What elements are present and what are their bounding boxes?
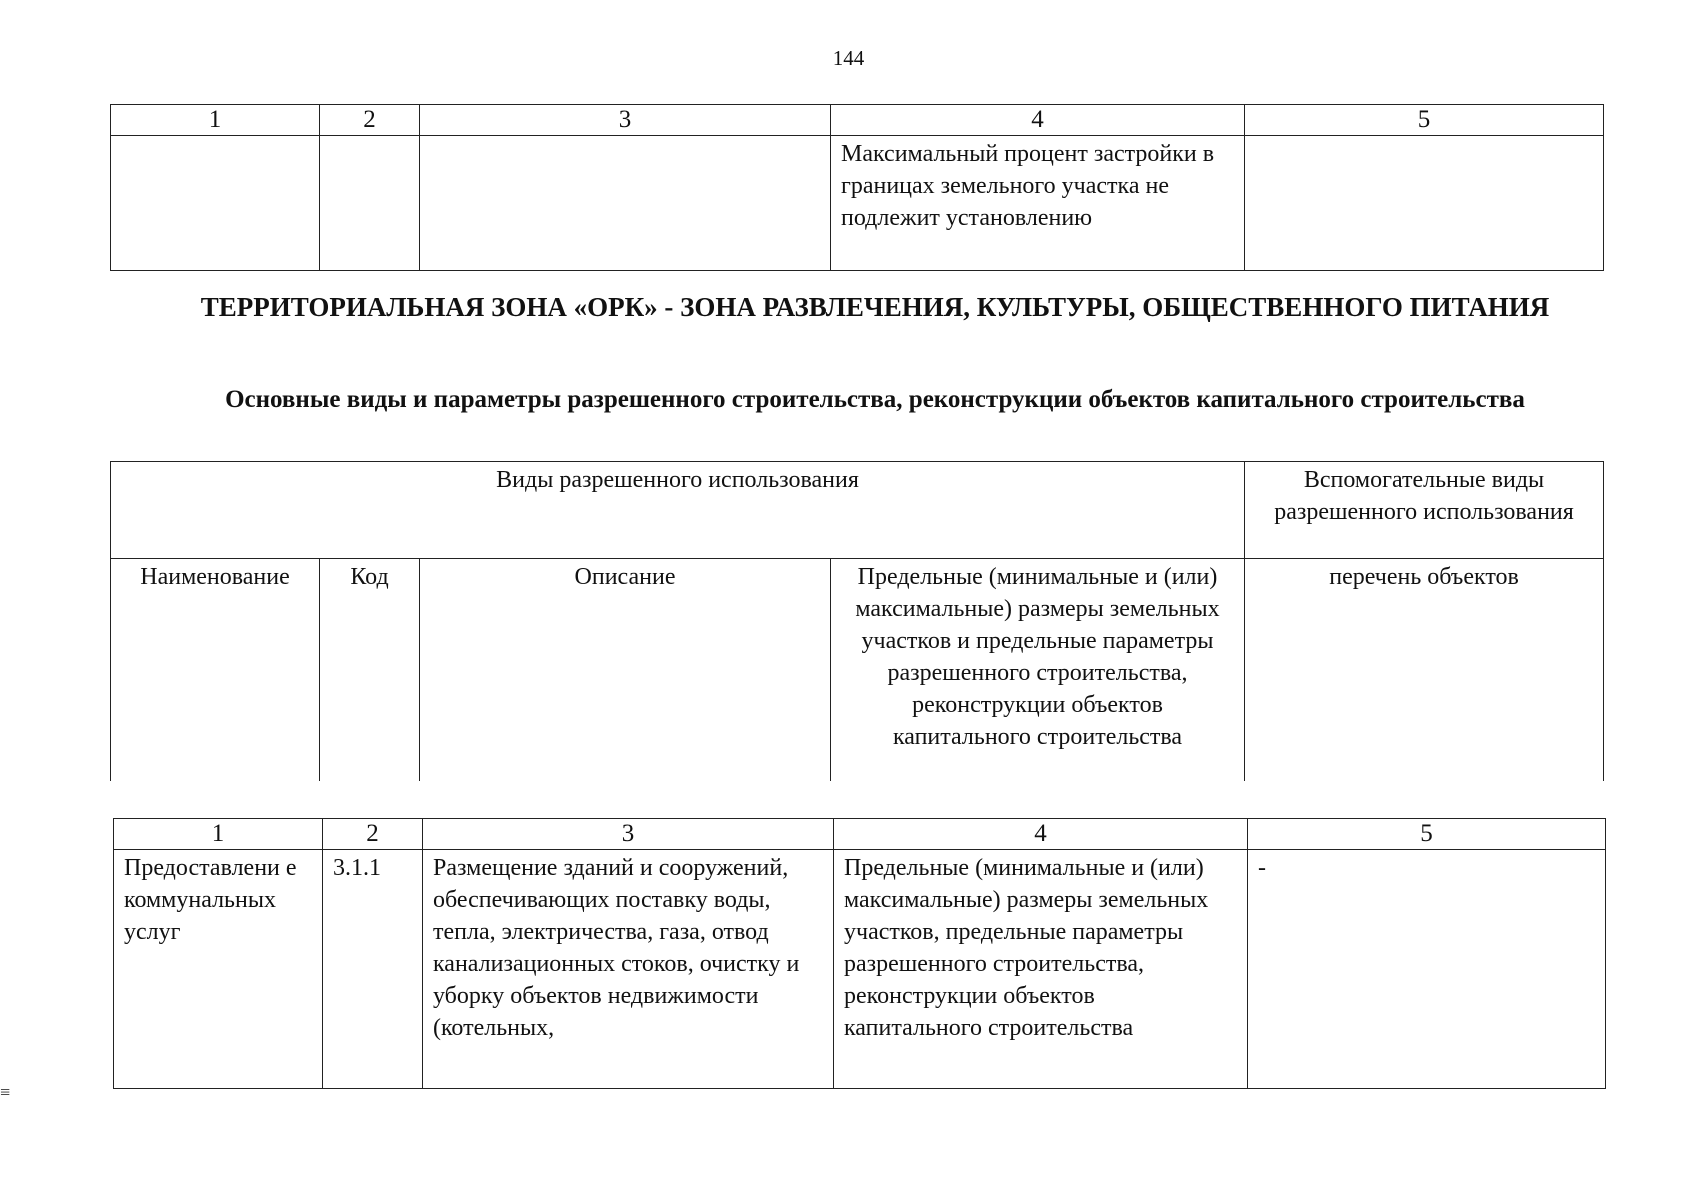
column-number: 2 bbox=[323, 819, 423, 850]
table-row bbox=[114, 850, 1606, 1089]
column-header-parameters: Предельные (минимальные и (или) максимальные) размеры земельных участков и предельные параметры разрешенного строительства, реконструкции объектов капитального строительства bbox=[831, 559, 1245, 782]
name-cell bbox=[111, 136, 320, 271]
code-cell bbox=[320, 136, 420, 271]
column-number: 5 bbox=[1248, 819, 1606, 850]
group-header-row bbox=[111, 462, 1604, 559]
description-cell bbox=[420, 136, 831, 271]
page-number: 144 bbox=[832, 46, 865, 70]
auxiliary-uses-group-label: Вспомогательные виды разрешенного использования bbox=[1245, 462, 1604, 559]
column-number-row bbox=[114, 819, 1606, 850]
column-number: 5 bbox=[1245, 105, 1604, 136]
column-number: 4 bbox=[831, 105, 1245, 136]
zone-heading: ТЕРРИТОРИАЛЬНАЯ ЗОНА «ОРК» - ЗОНА РАЗВЛЕЧЕНИЯ, КУЛЬТУРЫ, ОБЩЕСТВЕННОГО ПИТАНИЯ bbox=[200, 292, 1550, 322]
code-cell: 3.1.1 bbox=[323, 850, 423, 1089]
parameters-cell: Предельные (минимальные и (или) максимальные) размеры земельных участков, предельные параметры разрешенного строительства, реконструкции объектов капитального строительства bbox=[834, 850, 1248, 1089]
description-cell: Размещение зданий и сооружений, обеспечивающих поставку воды, тепла, электричества, газа, отвод канализационных стоков, очистку и уборку объектов недвижимости (котельных, bbox=[423, 850, 834, 1089]
section-heading: Основные виды и параметры разрешенного строительства, реконструкции объектов капитального строительства bbox=[225, 386, 1525, 413]
uses-table bbox=[113, 818, 1606, 1089]
permitted-uses-group-label: Виды разрешенного использования bbox=[111, 462, 1245, 559]
column-number-row bbox=[111, 105, 1604, 136]
column-number: 2 bbox=[320, 105, 420, 136]
column-number: 1 bbox=[114, 819, 323, 850]
column-header-aux-list: перечень объектов bbox=[1245, 559, 1604, 782]
column-number: 3 bbox=[423, 819, 834, 850]
column-number: 4 bbox=[834, 819, 1248, 850]
parameters-cell: Максимальный процент застройки в границах земельного участка не подлежит установлению bbox=[831, 136, 1245, 271]
header-table bbox=[110, 461, 1604, 781]
column-header-code: Код bbox=[320, 559, 420, 782]
column-number: 1 bbox=[111, 105, 320, 136]
auxiliary-cell: - bbox=[1248, 850, 1606, 1089]
column-header-name: Наименование bbox=[111, 559, 320, 782]
continuation-table bbox=[110, 104, 1604, 271]
margin-mark: ≡ bbox=[0, 1082, 11, 1102]
column-header-row bbox=[111, 559, 1604, 782]
auxiliary-cell bbox=[1245, 136, 1604, 271]
column-header-description: Описание bbox=[420, 559, 831, 782]
name-cell: Предоставлени е коммунальных услуг bbox=[114, 850, 323, 1089]
column-number: 3 bbox=[420, 105, 831, 136]
table-row bbox=[111, 136, 1604, 271]
